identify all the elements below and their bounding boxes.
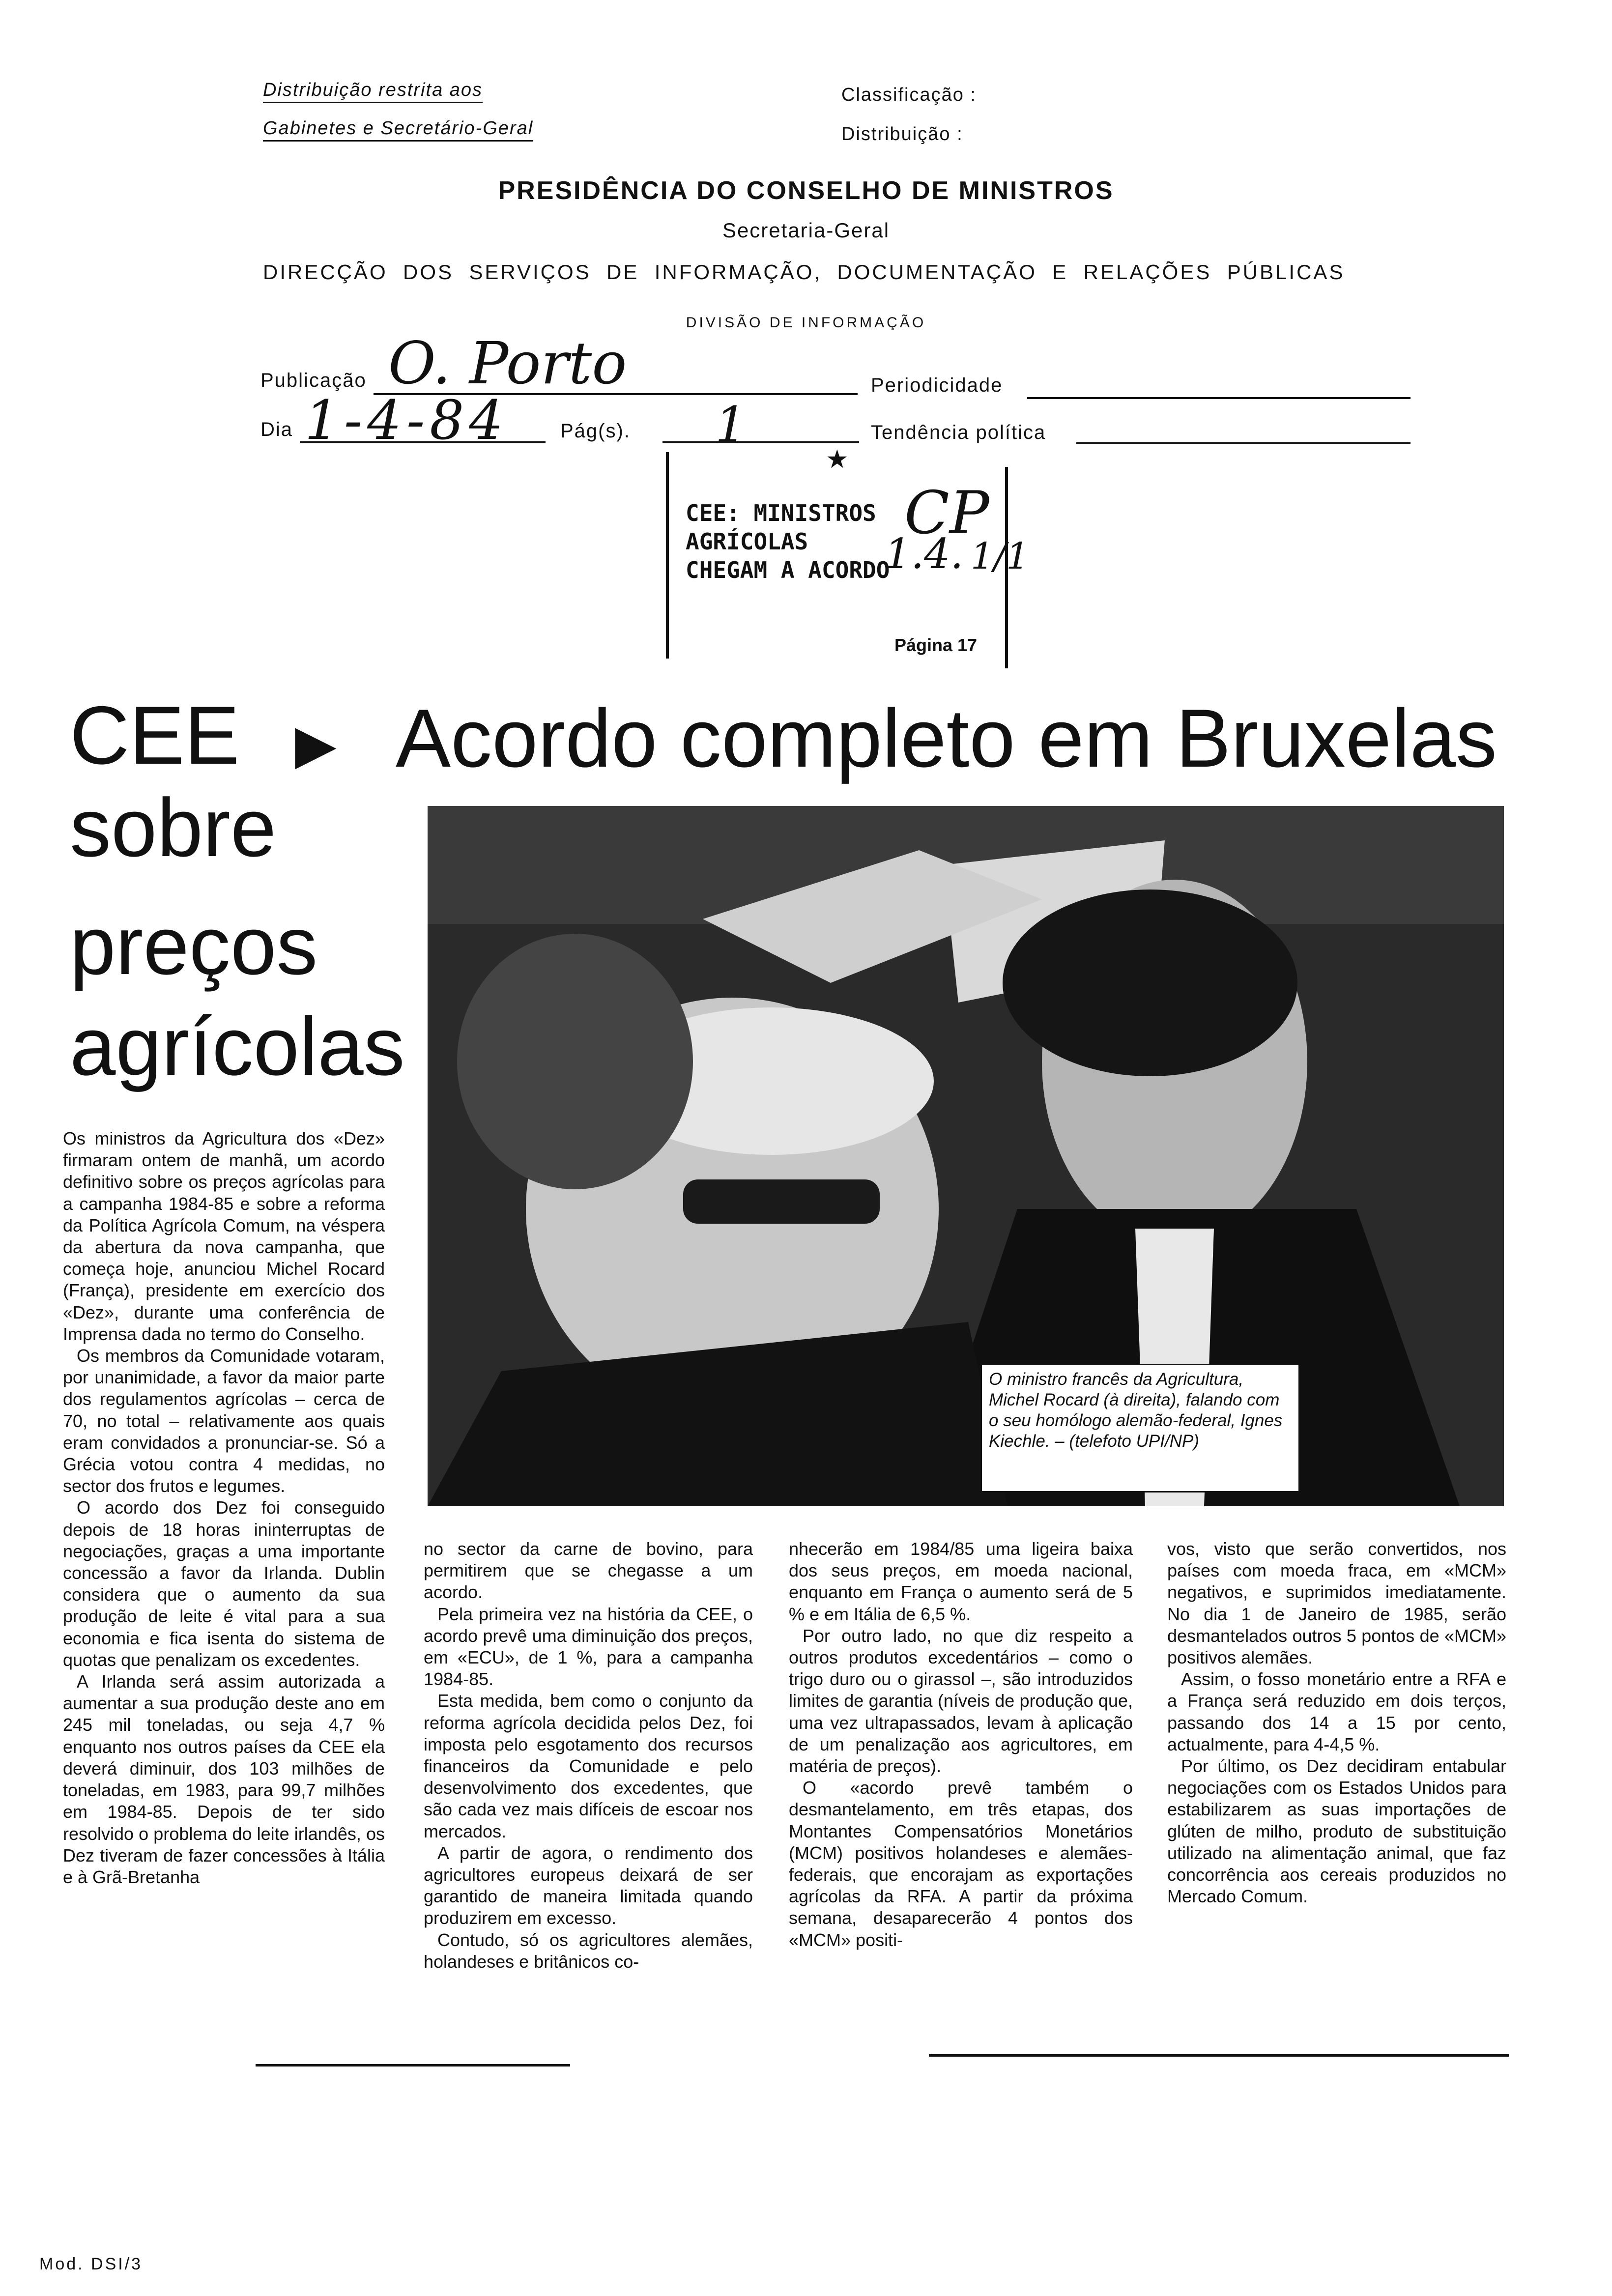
- headline-arrow-icon: ▶: [295, 714, 337, 775]
- headline-line4: agrícolas: [70, 1000, 405, 1092]
- divisao-informacao: DIVISÃO DE INFORMAÇÃO: [686, 315, 926, 331]
- headline-cee: CEE: [70, 689, 240, 781]
- distribuicao-label: Distribuição :: [841, 124, 963, 144]
- clipping-line2: AGRÍCOLAS: [686, 528, 808, 555]
- dia-handwritten: 1-4-84: [305, 389, 509, 452]
- col2-paragraph: Esta medida, bem como o conjunto da reforma agrícola decidida pelos Dez, foi imposta pelo esgotamento dos recursos financeiros da Comunidade e pelo desenvolvimento dos excedentes, que são cada vez mais difíceis de escoar nos mercados.: [424, 1691, 753, 1841]
- tendencia-field: [1076, 442, 1410, 444]
- direccao-servicos: DIRECÇÃO DOS SERVIÇOS DE INFORMAÇÃO, DOCUMENTAÇÃO E RELAÇÕES PÚBLICAS: [263, 260, 1345, 284]
- col1-paragraph: O acordo dos Dez foi conseguido depois de 18 horas ininterruptas de negociações, graças a uma importante concessão a favor da Irlanda. Dublin considera que o aumento da sua produção de leite é vital para a sua economia e fica isenta do sistema de quotas que penalizam os excedentes.: [63, 1497, 385, 1670]
- col2-paragraph: A partir de agora, o rendimento dos agricultores europeus deixará de ser garantido de maneira limitada quando produzirem em excesso.: [424, 1842, 753, 1928]
- col4-paragraph: vos, visto que serão convertidos, nos países com moeda fraca, em «MCM» negativos, e suprimidos imediatamente. No dia 1 de Janeiro de 1985, serão desmantelados outros 5 pontos de «MCM» positivos alemães.: [1167, 1539, 1506, 1668]
- pags-handwritten: 1: [715, 396, 747, 454]
- clipping-page-ref: Página 17: [894, 635, 978, 655]
- col2-paragraph: no sector da carne de bovino, para permitirem que se chegasse a um acordo.: [424, 1539, 753, 1603]
- publicacao-label: Publicação: [260, 370, 367, 391]
- dia-label: Dia: [260, 419, 293, 440]
- article-column-3: [789, 1538, 1133, 1951]
- clipping-line1: CEE: MINISTROS: [686, 500, 876, 526]
- col2-paragraph: Contudo, só os agricultores alemães, holandeses e britânicos co-: [424, 1929, 753, 1972]
- headline-line2: sobre: [70, 781, 277, 874]
- restricted-distribution-line2: Gabinetes e Secretário-Geral: [263, 118, 533, 142]
- pags-field: [662, 441, 859, 443]
- col3-paragraph: nhecerão em 1984/85 uma ligeira baixa dos seus preços, em moeda nacional, enquanto em França o aumento será de 5 % e em Itália de 6,5 %.: [789, 1539, 1133, 1624]
- clipping-page-handwritten: 1/1: [971, 535, 1030, 577]
- tendencia-label: Tendência política: [871, 422, 1046, 443]
- col1-paragraph: A Irlanda será assim autorizada a aumentar a sua produção deste ano em 245 mil toneladas, ou seja 4,7 % enquanto nos outros países da CEE ela deverá diminuir, dos 103 milhões de toneladas, em 1983, para 99,7 milhões em 1984-85. Depois de ter sido resolvido o problema do leite irlandês, os Dez tiveram de fazer concessões à Itália e à Grã-Bretanha: [63, 1671, 385, 1887]
- organization-title: PRESIDÊNCIA DO CONSELHO DE MINISTROS: [498, 176, 1114, 205]
- secretaria-geral: Secretaria-Geral: [722, 219, 890, 242]
- form-code: Mod. DSI/3: [39, 2255, 143, 2273]
- headline-line3: preços: [70, 899, 318, 992]
- article-column-2: [424, 1538, 753, 1973]
- article-bottom-rule: [256, 2064, 570, 2066]
- periodicidade-label: Periodicidade: [871, 374, 1003, 396]
- clipping-date-handwritten: 1.4.: [885, 530, 964, 578]
- clipping-initials-handwritten: CP: [904, 479, 989, 547]
- clipping-left-rule: [666, 452, 669, 659]
- photo-illustration: [428, 806, 1504, 1506]
- publicacao-handwritten: O. Porto: [388, 329, 627, 397]
- clipping-line3: CHEGAM A ACORDO: [686, 557, 890, 583]
- classificacao-label: Classificação :: [841, 85, 977, 105]
- col4-paragraph: Por último, os Dez decidiram entabular negociações com os Estados Unidos para estabilizarem as suas importações de glúten de milho, produto de substituição utilizado na alimentação animal, que faz concorrência aos cereais produzidos no Mercado Comum.: [1167, 1756, 1506, 1907]
- periodicidade-field: [1027, 397, 1410, 399]
- col3-paragraph: Por outro lado, no que diz respeito a outros produtos excedentários – como o trigo duro ou o girassol –, são introduzidos limites de garantia (níveis de produção que, uma vez ultrapassados, levam à aplicação de um penalização aos agricultores, em matéria de preços).: [789, 1625, 1133, 1777]
- article-column-1: [63, 1128, 385, 1888]
- pags-label: Pág(s).: [560, 420, 631, 442]
- col1-paragraph: Os ministros da Agricultura dos «Dez» firmaram ontem de manhã, um acordo definitivo sobre os preços agrícolas para a campanha 1984-85 e sobre a reforma da Política Agrícola Comum, na véspera da abertura da nova campanha, que começa hoje, anunciou Michel Rocard (França), presidente em exercício dos «Dez», durante uma conferência de Imprensa dada no termo do Conselho.: [63, 1128, 385, 1344]
- clipping-label: [686, 499, 890, 584]
- clipping-star-icon: ★: [826, 445, 849, 474]
- col2-paragraph: Pela primeira vez na história da CEE, o acordo prevê uma diminuição dos preços, em «ECU», de 1 %, para a campanha 1984-85.: [424, 1604, 753, 1690]
- photo-caption: O ministro francês da Agricultura, Michel Rocard (à direita), falando com o seu homólogo alemão-federal, Ignes Kiechle. – (telefoto UPI/NP): [980, 1364, 1300, 1492]
- article-column-4: [1167, 1538, 1506, 1907]
- news-photo: [428, 806, 1504, 1506]
- col4-paragraph: Assim, o fosso monetário entre a RFA e a França será reduzido em dois terços, passando dos 14 a 15 por cento, actualmente, para 4-4,5 %.: [1167, 1669, 1506, 1754]
- restricted-distribution-line1: Distribuição restrita aos: [263, 80, 483, 103]
- col3-paragraph: O «acordo prevê também o desmantelamento, em três etapas, dos Montantes Compensatórios Monetários (MCM) positivos holandeses e alemães-federais, que encorajam as exportações agrícolas da RFA. A partir da próxima semana, desaparecerão 4 pontos dos «MCM» positi-: [789, 1778, 1133, 1950]
- headline-main: Acordo completo em Bruxelas: [396, 692, 1497, 784]
- col1-paragraph: Os membros da Comunidade votaram, por unanimidade, a favor da maior parte dos regulamentos agrícolas – cerca de 70, no total – relativamente aos quais eram convidados a pronunciar-se. Só a Grécia votou contra 4 medidas, no sector dos frutos e legumes.: [63, 1346, 385, 1496]
- article-bottom-rule: [929, 2054, 1509, 2057]
